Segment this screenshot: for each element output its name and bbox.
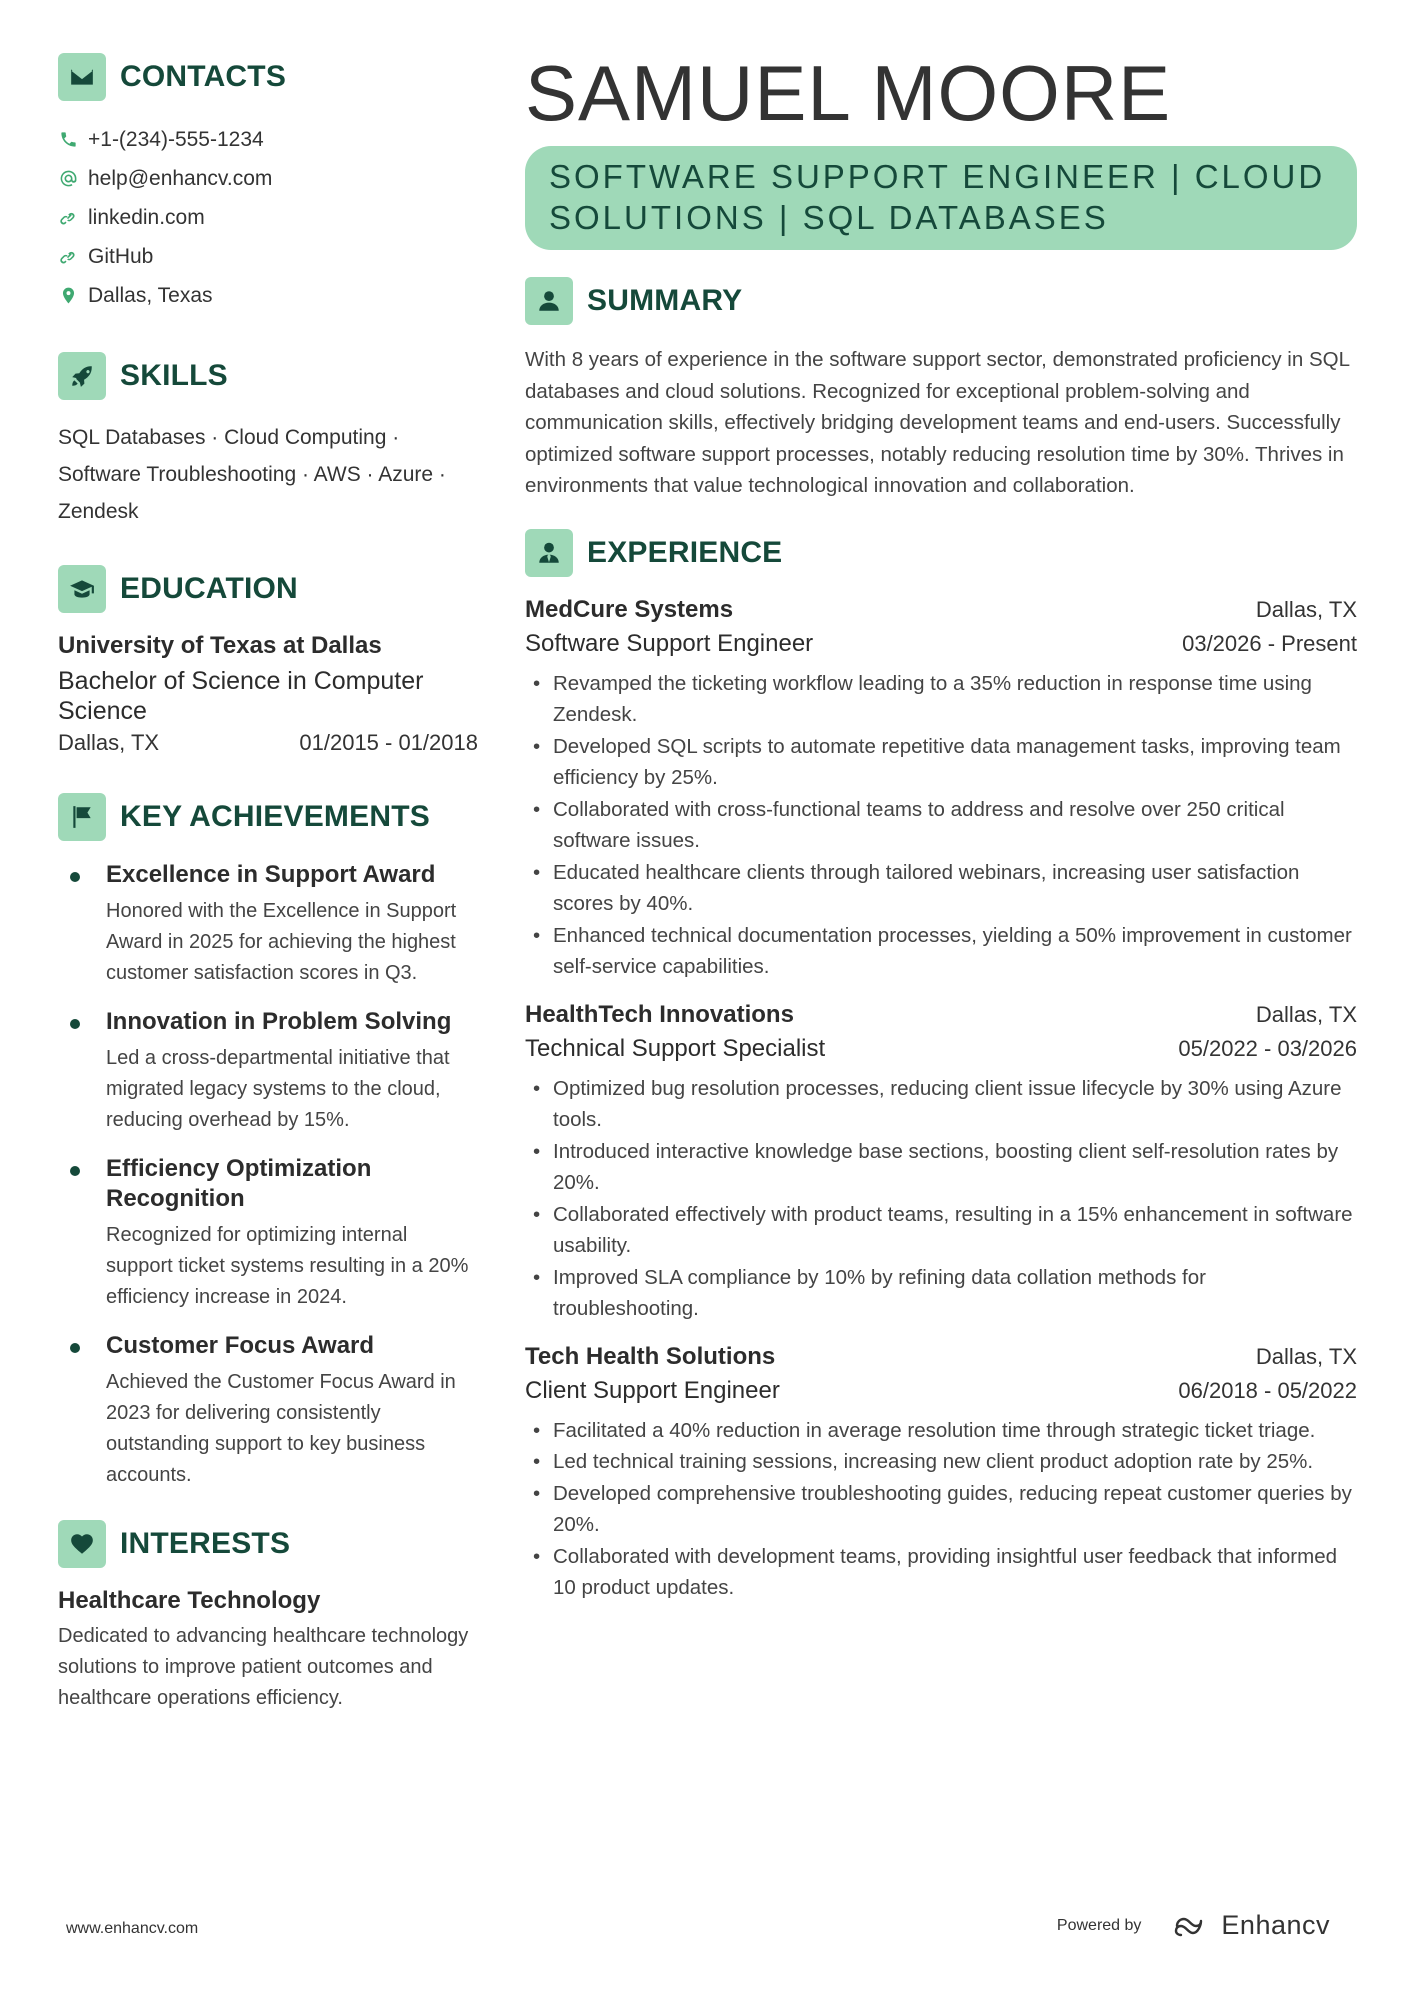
job-row-top (525, 596, 1357, 630)
contact-email[interactable] (58, 159, 478, 198)
job-bullet: • Collaborated with development teams, providing insightful user feedback that informed 10 product updates. (525, 1541, 1357, 1604)
footer-website[interactable]: www.enhancv.com (66, 1920, 199, 1937)
job-bullets (525, 668, 1357, 983)
job-bullet: • Introduced interactive knowledge base sections, boosting client self-resolution rates by 20%. (525, 1136, 1357, 1199)
link-icon (58, 247, 78, 267)
skills-header (58, 351, 478, 401)
heart-icon (58, 1520, 106, 1568)
achievement-item (58, 1154, 478, 1313)
businessperson-icon (525, 529, 573, 577)
experience-header (525, 528, 1357, 578)
brand-name[interactable]: Enhancv (1221, 1910, 1330, 1940)
location-pin-icon (58, 286, 78, 306)
interest-title: Healthcare Technology (58, 1587, 321, 1614)
contacts-title: CONTACTS (120, 60, 287, 93)
at-icon (58, 169, 78, 189)
link-icon (58, 208, 78, 228)
job-bullets (525, 1415, 1357, 1604)
contact-email-text: help@enhancv.com (88, 166, 273, 190)
contact-github-text: GitHub (88, 244, 154, 268)
bullet-dot (70, 1166, 80, 1176)
job-entry (525, 1001, 1357, 1325)
skills-list: SQL Databases · Cloud Computing · Software Troubleshooting · AWS · Azure · Zendesk (58, 426, 446, 523)
interests-header (58, 1519, 478, 1569)
job-entry (525, 1343, 1357, 1604)
powered-by-text: Powered by (1056, 1916, 1142, 1934)
contact-phone-text: +1-(234)-555-1234 (88, 127, 264, 151)
job-dates: 03/2026 - Present (1182, 630, 1357, 656)
contacts-header (58, 52, 478, 102)
summary-text: With 8 years of experience in the software support sector, demonstrated proficiency in SQL databases and cloud solutions. Recognized for exceptional problem-solving and communication skills, effectively bridging development teams and end-users. Successfully optimized software support processes, notably reducing resolution time by 30%. Thrives in environments that value technological innovation and collaboration. (525, 348, 1350, 497)
job-bullet: • Educated healthcare clients through tailored webinars, increasing user satisfaction scores by 40%. (525, 857, 1357, 920)
education-degree: Bachelor of Science in Computer Science (58, 667, 424, 725)
achievement-item (58, 1331, 478, 1491)
summary-header (525, 276, 1357, 326)
job-location: Dallas, TX (1255, 596, 1357, 622)
achievement-title: Efficiency Optimization Recognition (106, 1155, 372, 1212)
job-bullet: • Enhanced technical documentation processes, yielding a 50% improvement in customer self-service capabilities. (525, 920, 1357, 983)
experience-title: EXPERIENCE (587, 535, 783, 569)
achievement-title: Customer Focus Award (106, 1332, 375, 1359)
footer-branding (1057, 1910, 1330, 1941)
achievements-header (58, 792, 478, 842)
job-company: HealthTech Innovations (525, 1000, 794, 1028)
candidate-name: SAMUEL MOORE (525, 49, 1172, 137)
achievement-item (58, 860, 478, 989)
left-column (58, 52, 478, 1714)
job-bullet: • Collaborated with cross-functional teams to address and resolve over 250 critical software issues. (525, 794, 1357, 857)
job-row-bottom (525, 1377, 1357, 1413)
job-location: Dallas, TX (1255, 1343, 1357, 1369)
achievement-title: Excellence in Support Award (106, 861, 436, 888)
achievement-title: Innovation in Problem Solving (106, 1008, 452, 1035)
job-dates: 05/2022 - 03/2026 (1178, 1035, 1357, 1061)
interests-title: INTERESTS (120, 1527, 291, 1560)
education-title: EDUCATION (120, 572, 298, 605)
education-header (58, 564, 478, 614)
achievement-desc: Achieved the Customer Focus Award in 2023 for delivering consistently outstanding support to key business accounts. (106, 1371, 456, 1486)
envelope-icon (58, 53, 106, 101)
education-school: University of Texas at Dallas (58, 632, 382, 659)
graduation-cap-icon (58, 565, 106, 613)
summary-title: SUMMARY (587, 284, 743, 317)
job-row-bottom (525, 1035, 1357, 1071)
person-icon (525, 277, 573, 325)
job-row-bottom (525, 630, 1357, 666)
job-bullet: • Facilitated a 40% reduction in average resolution time through strategic ticket triage. (525, 1415, 1357, 1447)
job-role: Software Support Engineer (525, 629, 814, 657)
achievement-desc: Honored with the Excellence in Support Award in 2025 for achieving the highest customer satisfaction scores in Q3. (106, 900, 457, 984)
flag-icon (58, 793, 106, 841)
job-bullet: • Optimized bug resolution processes, reducing client issue lifecycle by 30% using Azure tools. (525, 1073, 1357, 1136)
education-meta (58, 730, 478, 756)
job-role: Client Support Engineer (525, 1376, 780, 1404)
headline-text: SOFTWARE SUPPORT ENGINEER | CLOUD SOLUTIONS | SQL DATABASES (549, 158, 1326, 236)
bullet-dot (70, 1343, 80, 1353)
achievement-desc: Led a cross-departmental initiative that migrated legacy systems to the cloud, reducing overhead by 15%. (106, 1047, 450, 1131)
bullet-dot (70, 1019, 80, 1029)
education-location: Dallas, TX (58, 730, 160, 755)
achievement-desc: Recognized for optimizing internal support ticket systems resulting in a 20% efficiency increase in 2024. (106, 1224, 469, 1308)
achievements-list (58, 860, 478, 1491)
job-bullet: • Revamped the ticketing workflow leading to a 35% reduction in response time using Zendesk. (525, 668, 1357, 731)
job-role: Technical Support Specialist (525, 1034, 826, 1062)
education-dates: 01/2015 - 01/2018 (299, 730, 478, 755)
job-company: Tech Health Solutions (525, 1342, 776, 1370)
job-bullet: • Led technical training sessions, increasing new client product adoption rate by 25%. (525, 1446, 1357, 1478)
job-bullet: • Developed SQL scripts to automate repetitive data management tasks, improving team efficiency by 25%. (525, 731, 1357, 794)
job-location: Dallas, TX (1255, 1001, 1357, 1027)
job-bullet: • Collaborated effectively with product teams, resulting in a 15% enhancement in software usability. (525, 1199, 1357, 1262)
contact-linkedin-text: linkedin.com (88, 205, 205, 229)
rocket-icon (58, 352, 106, 400)
enhancv-logo-icon (1167, 1912, 1213, 1940)
job-row-top (525, 1343, 1357, 1377)
contact-github[interactable] (58, 237, 478, 276)
contact-location-text: Dallas, Texas (88, 283, 213, 307)
job-dates: 06/2018 - 05/2022 (1178, 1377, 1357, 1403)
interest-desc: Dedicated to advancing healthcare technology solutions to improve patient outcomes and healthcare operations efficiency. (58, 1625, 469, 1709)
contact-list (58, 120, 478, 315)
job-entry (525, 596, 1357, 983)
job-company: MedCure Systems (525, 595, 734, 623)
contact-phone[interactable] (58, 120, 478, 159)
job-bullets (525, 1073, 1357, 1325)
phone-icon (58, 130, 78, 150)
job-row-top (525, 1001, 1357, 1035)
contact-location (58, 276, 478, 315)
bullet-dot (70, 872, 80, 882)
achievement-item (58, 1007, 478, 1136)
job-bullet: • Improved SLA compliance by 10% by refining data collation methods for troubleshooting. (525, 1262, 1357, 1325)
skills-title: SKILLS (120, 359, 228, 392)
right-column (525, 48, 1357, 1622)
headline-box (525, 146, 1357, 250)
job-bullet: • Developed comprehensive troubleshooting guides, reducing repeat customer queries by 20%. (525, 1478, 1357, 1541)
contact-linkedin[interactable] (58, 198, 478, 237)
achievements-title: KEY ACHIEVEMENTS (120, 800, 430, 833)
